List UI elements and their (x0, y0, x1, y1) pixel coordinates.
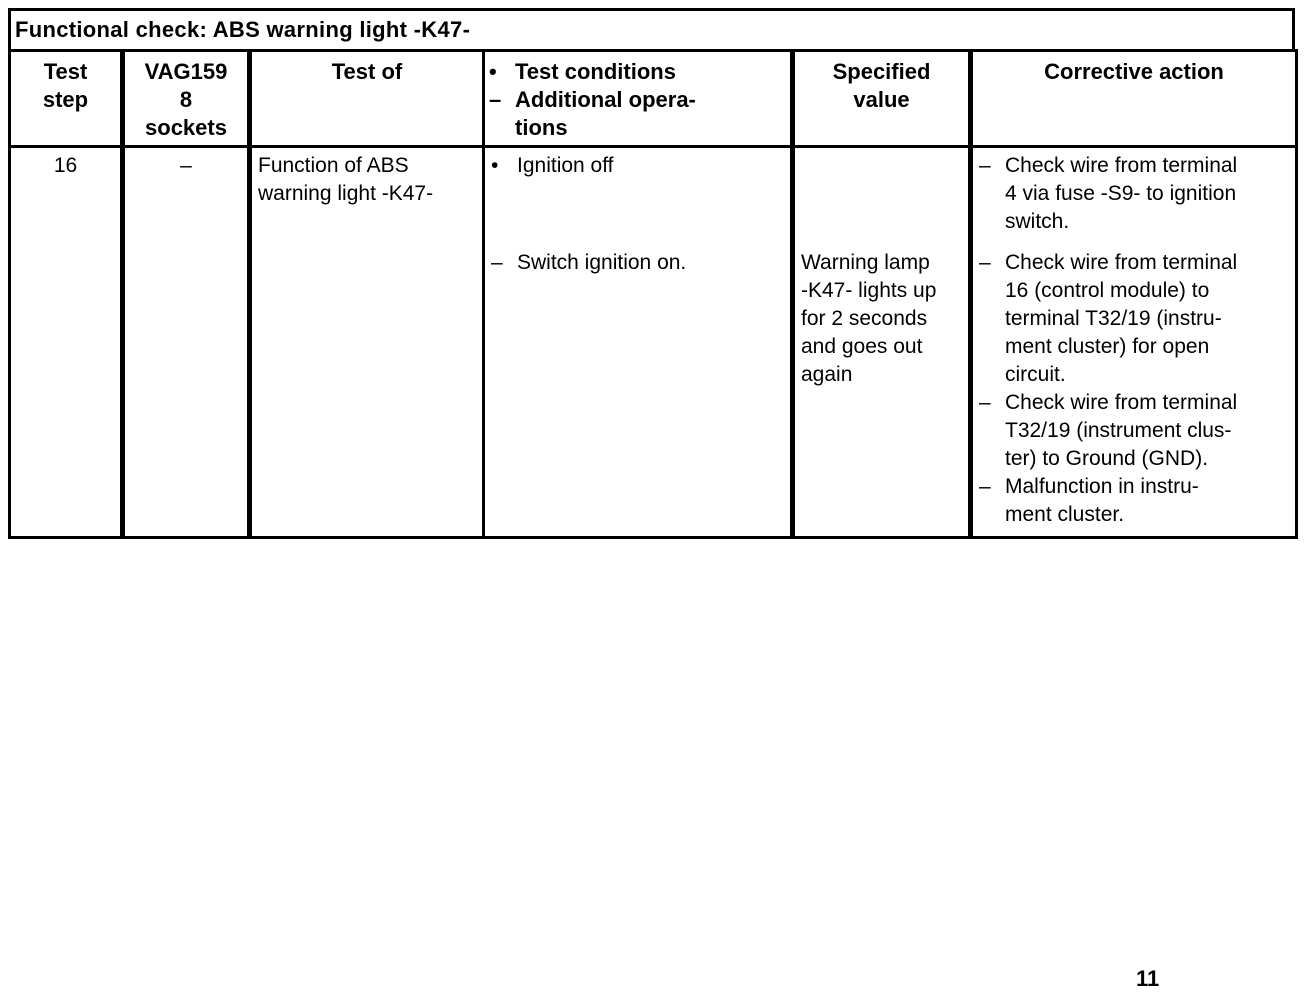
condition-item: • Ignition off (491, 154, 614, 177)
condition-item: – Switch ignition on. (491, 251, 687, 274)
cell-conditions (484, 147, 793, 538)
header-vag-sockets: VAG159 8 sockets (123, 51, 250, 147)
functional-check-sheet (8, 8, 1295, 539)
table-row (10, 147, 1297, 538)
cell-specified-value: Warning lamp -K47- lights up for 2 seconds and goes out again (793, 147, 971, 538)
cell-vag: – (123, 147, 250, 538)
header-test-step: Test step (10, 51, 123, 147)
action-item: – Check wire from terminal 4 via fuse -S9- to ignition switch. (979, 154, 1238, 233)
test-table (8, 49, 1298, 539)
header-test-of: Test of (250, 51, 484, 147)
header-test-conditions: • Test conditions – Additional opera- tions (484, 51, 793, 147)
table-header-row (10, 51, 1297, 147)
action-item: – Check wire from terminal 16 (control module) to terminal T32/19 (instru- ment cluster) for open circuit. (979, 251, 1238, 386)
header-specified-value: Specified value (793, 51, 971, 147)
cell-test-of: Function of ABS warning light -K47- (250, 147, 484, 538)
page-number: 11 (1136, 966, 1160, 991)
cell-corrective-action (971, 147, 1297, 538)
action-item: – Check wire from terminal T32/19 (instrument clus- ter) to Ground (GND). (979, 391, 1238, 470)
cell-step: 16 (10, 147, 123, 538)
page-title: Functional check: ABS warning light -K47- (8, 8, 1295, 49)
action-item: – Malfunction in instru- ment cluster. (979, 475, 1199, 526)
header-corrective-action: Corrective action (971, 51, 1297, 147)
